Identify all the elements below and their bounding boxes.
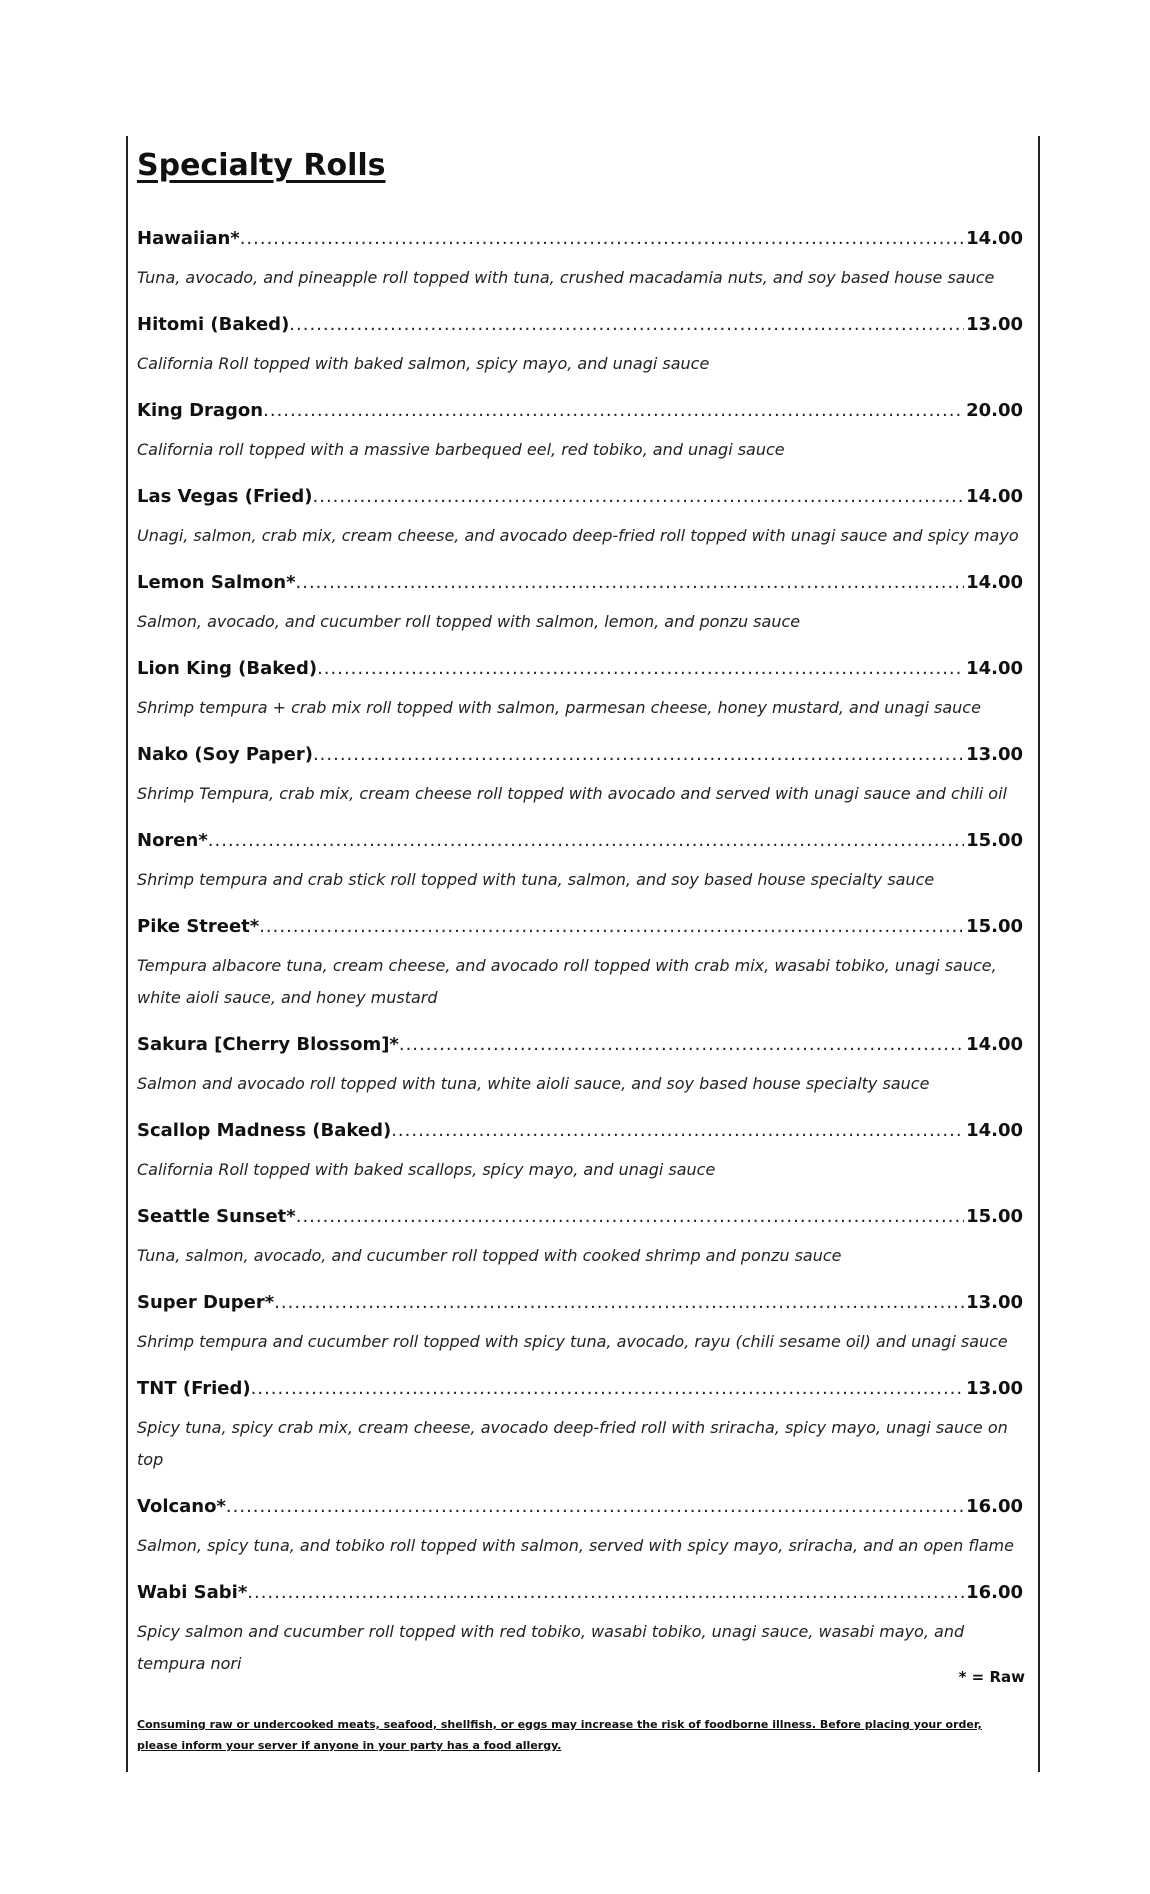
item-price: 16.00 (966, 1582, 1023, 1603)
item-price: 20.00 (966, 400, 1023, 421)
item-description: Tuna, avocado, and pineapple roll topped with tuna, crushed macadamia nuts, and soy based house sauce (137, 268, 995, 287)
item-name: Wabi Sabi* (137, 1582, 248, 1603)
food-safety-disclaimer: Consuming raw or undercooked meats, seafood, shellfish, or eggs may increase the risk of foodborne illness. Before placing your order, please inform your server if anyone in your party has a food allergy. (137, 1718, 982, 1752)
menu-item (137, 228, 1023, 294)
item-price: 14.00 (966, 228, 1023, 249)
dot-leader (296, 572, 965, 593)
dot-leader (226, 1496, 964, 1517)
item-description: Tuna, salmon, avocado, and cucumber roll topped with cooked shrimp and ponzu sauce (137, 1246, 842, 1265)
menu-item (137, 314, 1023, 380)
dot-leader (274, 1292, 964, 1313)
item-price: 15.00 (966, 916, 1023, 937)
menu-item (137, 1582, 1023, 1680)
menu-item (137, 486, 1023, 552)
menu-item (137, 1206, 1023, 1272)
menu-item (137, 1378, 1023, 1476)
item-name: Lion King (Baked) (137, 658, 318, 679)
dot-leader (240, 228, 964, 249)
menu-item (137, 830, 1023, 896)
item-description: Salmon and avocado roll topped with tuna, white aioli sauce, and soy based house specialty sauce (137, 1074, 930, 1093)
menu-item (137, 1120, 1023, 1186)
left-border-rule (126, 136, 128, 1772)
item-description: Spicy salmon and cucumber roll topped with red tobiko, wasabi tobiko, unagi sauce, wasabi mayo, and tempura nori (137, 1622, 965, 1673)
item-name: Nako (Soy Paper) (137, 744, 313, 765)
item-name: Noren* (137, 830, 208, 851)
item-description: California Roll topped with baked salmon, spicy mayo, and unagi sauce (137, 354, 710, 373)
dot-leader (313, 486, 965, 507)
menu-item (137, 1034, 1023, 1100)
item-name: Hawaiian* (137, 228, 240, 249)
menu-item (137, 1292, 1023, 1358)
menu-item (137, 1496, 1023, 1562)
page-title: Specialty Rolls (137, 148, 386, 183)
item-description: Shrimp tempura + crab mix roll topped with salmon, parmesan cheese, honey mustard, and unagi sauce (137, 698, 981, 717)
menu-item (137, 744, 1023, 810)
right-border-rule (1038, 136, 1040, 1772)
dot-leader (247, 1582, 964, 1603)
dot-leader (296, 1206, 964, 1227)
item-description: Salmon, spicy tuna, and tobiko roll topped with salmon, served with spicy mayo, sriracha, and an open flame (137, 1536, 1014, 1555)
item-price: 14.00 (966, 1120, 1023, 1141)
item-name: Scallop Madness (Baked) (137, 1120, 392, 1141)
item-description: California roll topped with a massive barbequed eel, red tobiko, and unagi sauce (137, 440, 785, 459)
menu-item (137, 400, 1023, 466)
item-price: 14.00 (966, 658, 1023, 679)
menu-item-list (137, 228, 1023, 1700)
dot-leader (259, 916, 964, 937)
item-description: California Roll topped with baked scallops, spicy mayo, and unagi sauce (137, 1160, 716, 1179)
dot-leader (251, 1378, 964, 1399)
item-price: 13.00 (966, 1292, 1023, 1313)
item-name: TNT (Fried) (137, 1378, 251, 1399)
menu-item (137, 572, 1023, 638)
item-name: Hitomi (Baked) (137, 314, 290, 335)
item-price: 13.00 (966, 744, 1023, 765)
item-name: Las Vegas (Fried) (137, 486, 313, 507)
dot-leader (317, 658, 964, 679)
item-price: 15.00 (966, 830, 1023, 851)
item-name: Sakura [Cherry Blossom]* (137, 1034, 399, 1055)
item-name: Pike Street* (137, 916, 260, 937)
dot-leader (391, 1120, 964, 1141)
dot-leader (208, 830, 964, 851)
item-price: 13.00 (966, 314, 1023, 335)
item-price: 14.00 (966, 486, 1023, 507)
item-name: Super Duper* (137, 1292, 275, 1313)
item-name: Seattle Sunset* (137, 1206, 296, 1227)
item-price: 13.00 (966, 1378, 1023, 1399)
item-description: Shrimp tempura and cucumber roll topped with spicy tuna, avocado, rayu (chili sesame oil) and unagi sauce (137, 1332, 1008, 1351)
item-description: Spicy tuna, spicy crab mix, cream cheese, avocado deep-fried roll with sriracha, spicy mayo, unagi sauce on top (137, 1418, 1008, 1469)
item-name: King Dragon (137, 400, 264, 421)
item-name: Volcano* (137, 1496, 226, 1517)
item-price: 16.00 (966, 1496, 1023, 1517)
item-price: 15.00 (966, 1206, 1023, 1227)
item-name: Lemon Salmon* (137, 572, 296, 593)
menu-item (137, 916, 1023, 1014)
dot-leader (289, 314, 964, 335)
item-description: Salmon, avocado, and cucumber roll topped with salmon, lemon, and ponzu sauce (137, 612, 801, 631)
item-price: 14.00 (966, 1034, 1023, 1055)
item-price: 14.00 (966, 572, 1023, 593)
menu-content (137, 146, 1023, 1673)
dot-leader (399, 1034, 964, 1055)
item-description: Shrimp Tempura, crab mix, cream cheese roll topped with avocado and served with unagi sauce and chili oil (137, 784, 1007, 803)
dot-leader (263, 400, 964, 421)
dot-leader (313, 744, 964, 765)
item-description: Shrimp tempura and crab stick roll topped with tuna, salmon, and soy based house specialty sauce (137, 870, 935, 889)
menu-item (137, 658, 1023, 724)
item-description: Tempura albacore tuna, cream cheese, and avocado roll topped with crab mix, wasabi tobiko, unagi sauce, white aioli sauce, and honey mustard (137, 956, 997, 1007)
raw-legend: * = Raw (958, 1668, 1025, 1686)
item-description: Unagi, salmon, crab mix, cream cheese, and avocado deep-fried roll topped with unagi sauce and spicy mayo (137, 526, 1019, 545)
